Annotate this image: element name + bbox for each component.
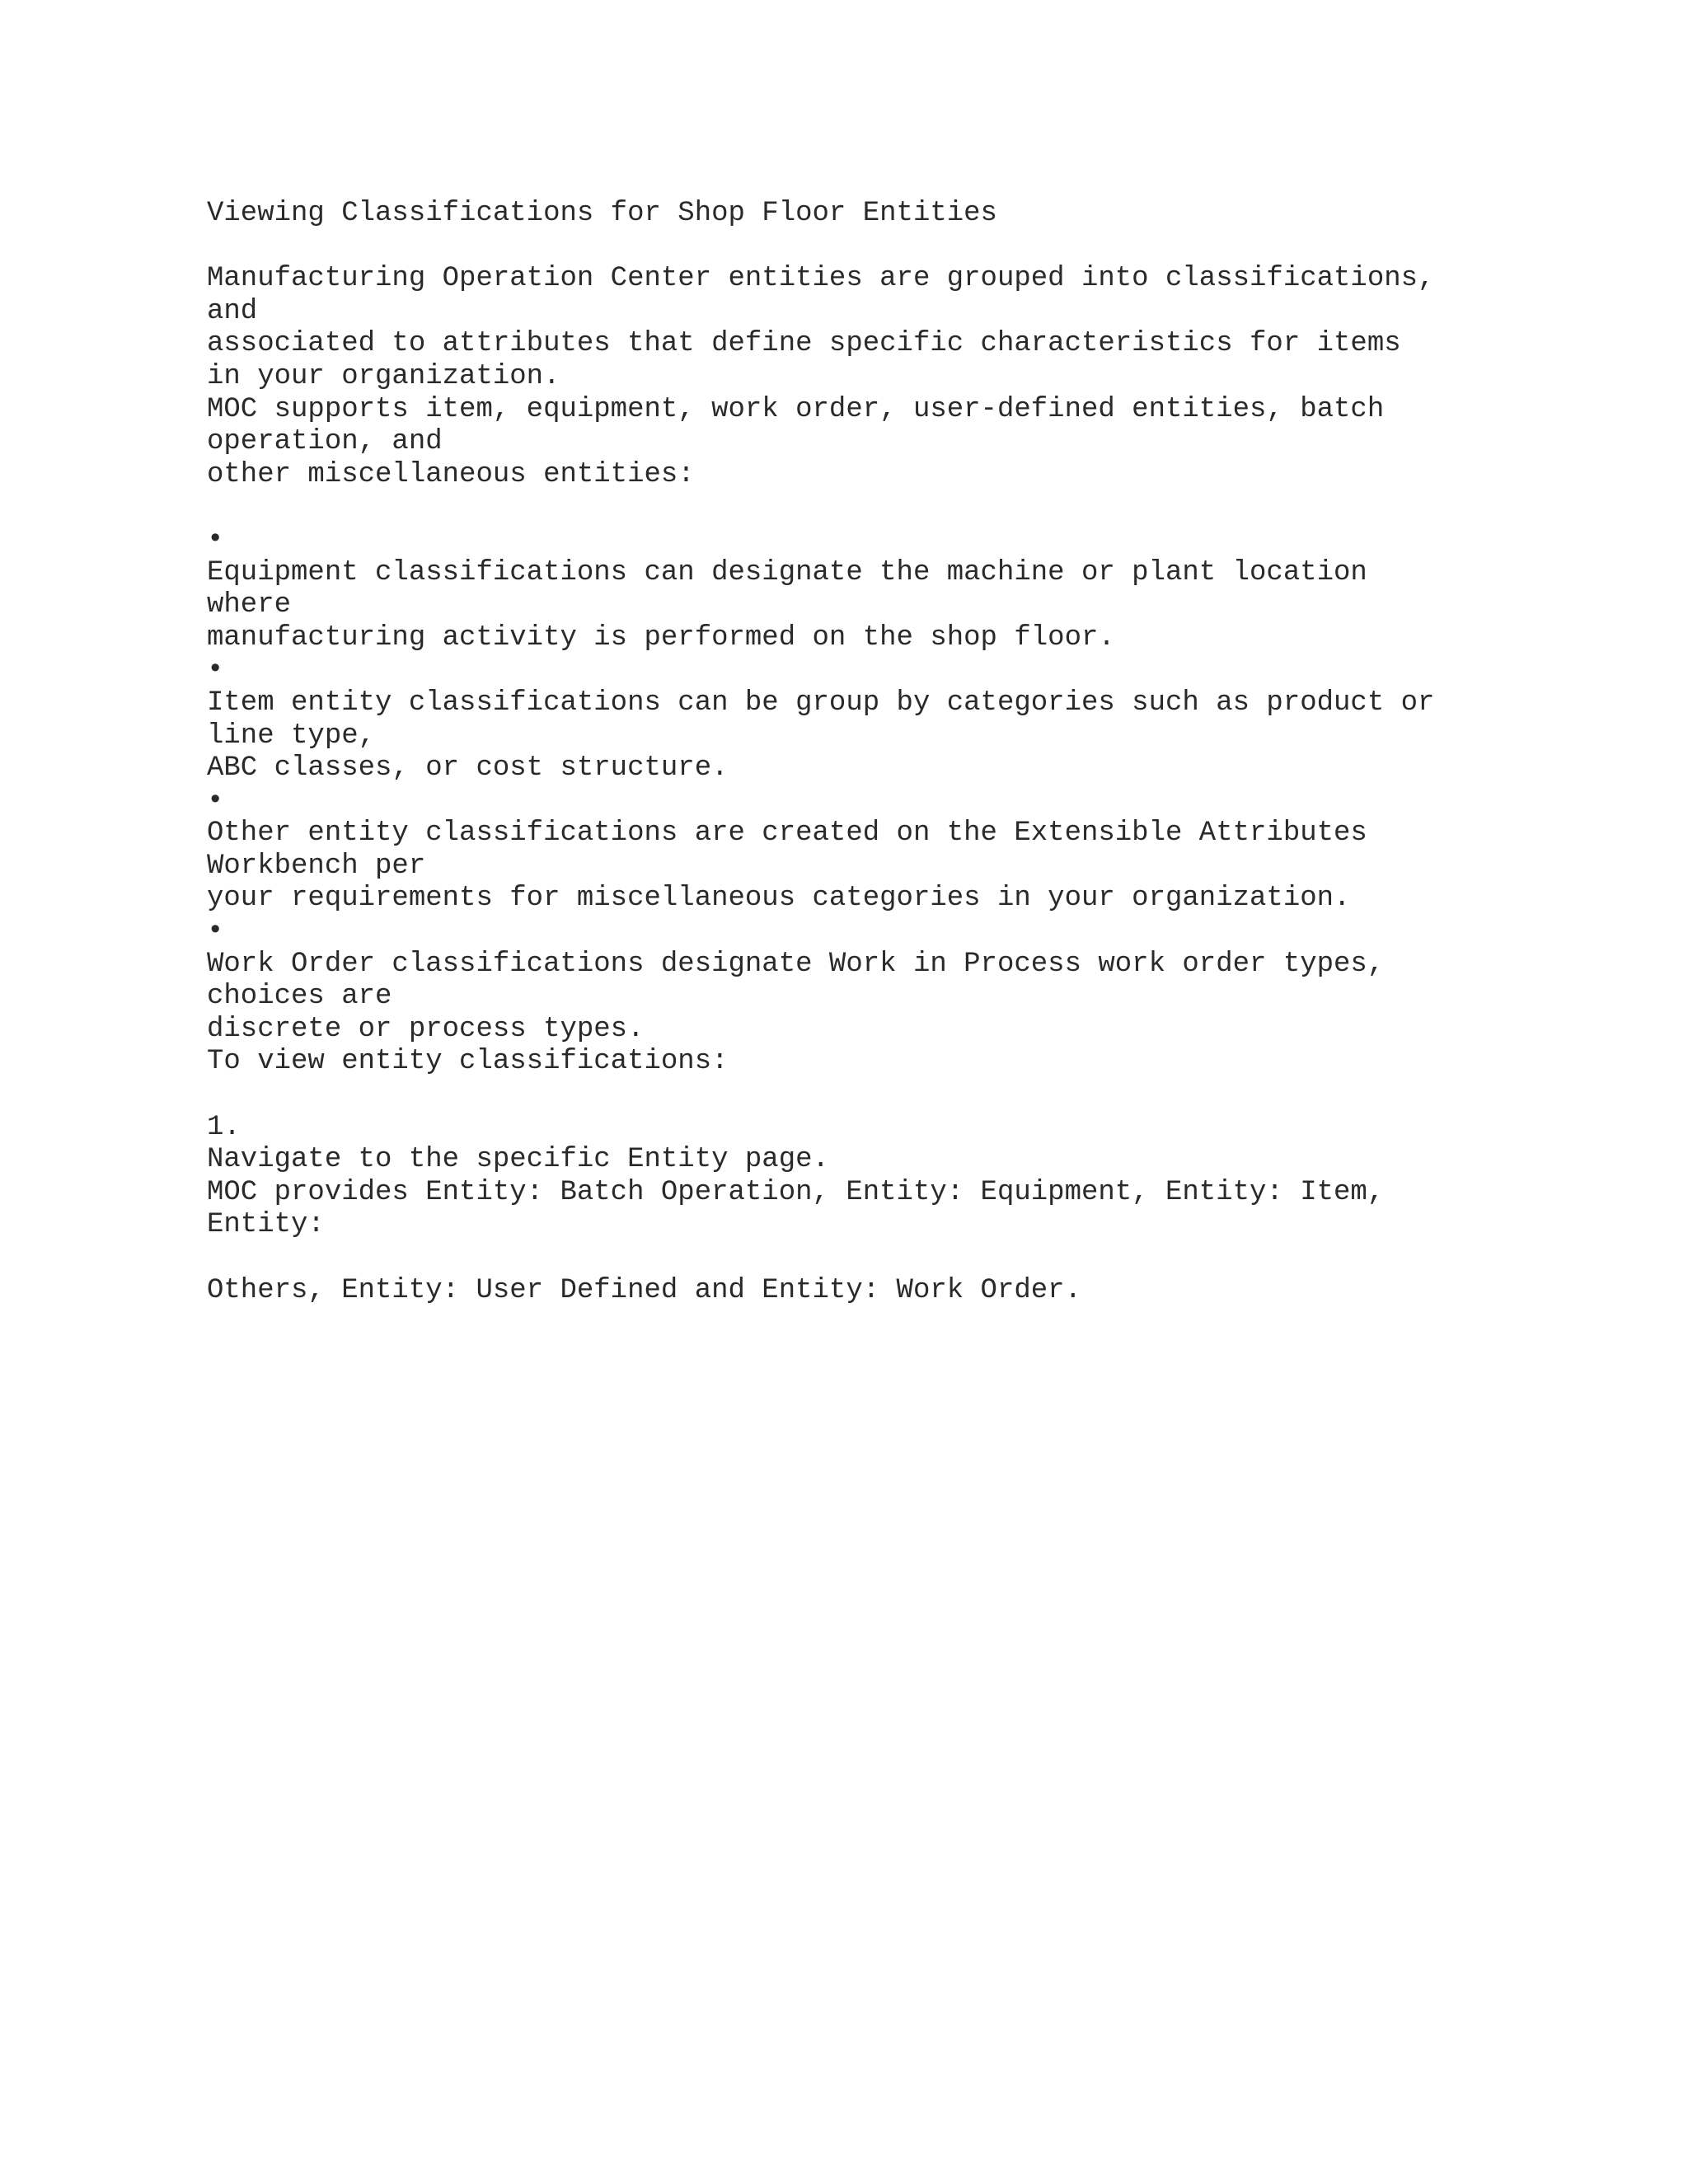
step-text-line: MOC provides Entity: Batch Operation, Entity: Equipment, Entity: Item, xyxy=(207,1176,1385,1208)
bullet-icon: • xyxy=(207,654,224,687)
intro-line: associated to attributes that define specific characteristics for items xyxy=(207,328,1401,360)
spacer xyxy=(207,1242,1608,1275)
intro-line: in your organization. xyxy=(207,360,560,392)
intro-line: MOC supports item, equipment, work order, user-defined entities, batch xyxy=(207,393,1385,425)
step-continuation: Others, Entity: User Defined and Entity: Work Order. xyxy=(207,1274,1081,1306)
bullet-icon: • xyxy=(207,916,224,948)
bullet-text-line: your requirements for miscellaneous categories in your organization. xyxy=(207,883,1351,915)
bullet-icon: • xyxy=(207,523,224,555)
bullet-text-line: Equipment classifications can designate the machine or plant location xyxy=(207,556,1367,588)
spacer xyxy=(207,231,1608,264)
bullet-text-line: line type, xyxy=(207,719,376,752)
procedure-intro: To view entity classifications: xyxy=(207,1046,729,1078)
bullet-text-line: Work Order classifications designate Work in Process work order types, xyxy=(207,948,1385,980)
bullet-text-line: Item entity classifications can be group by categories such as product or xyxy=(207,687,1435,719)
bullet-text-line: choices are xyxy=(207,981,392,1013)
spacer xyxy=(207,491,1608,524)
step-number: 1. xyxy=(207,1111,241,1143)
bullet-text-line: ABC classes, or cost structure. xyxy=(207,752,729,785)
intro-line: operation, and xyxy=(207,426,443,458)
bullet-text-line: manufacturing activity is performed on the shop floor. xyxy=(207,621,1115,654)
bullet-icon: • xyxy=(207,785,224,817)
step-text-line: Navigate to the specific Entity page. xyxy=(207,1144,829,1176)
intro-line: other miscellaneous entities: xyxy=(207,458,695,490)
bullet-text-line: Other entity classifications are created on the Extensible Attributes xyxy=(207,818,1367,850)
intro-line: and xyxy=(207,295,258,327)
spacer xyxy=(207,1079,1608,1112)
bullet-text-line: Workbench per xyxy=(207,850,426,882)
bullet-text-line: discrete or process types. xyxy=(207,1013,645,1045)
intro-line: Manufacturing Operation Center entities are grouped into classifications, xyxy=(207,263,1435,295)
document-title: Viewing Classifications for Shop Floor Entities xyxy=(207,198,997,229)
bullet-text-line: where xyxy=(207,589,292,621)
document-body xyxy=(207,198,1608,1307)
step-text-line: Entity: xyxy=(207,1209,325,1241)
